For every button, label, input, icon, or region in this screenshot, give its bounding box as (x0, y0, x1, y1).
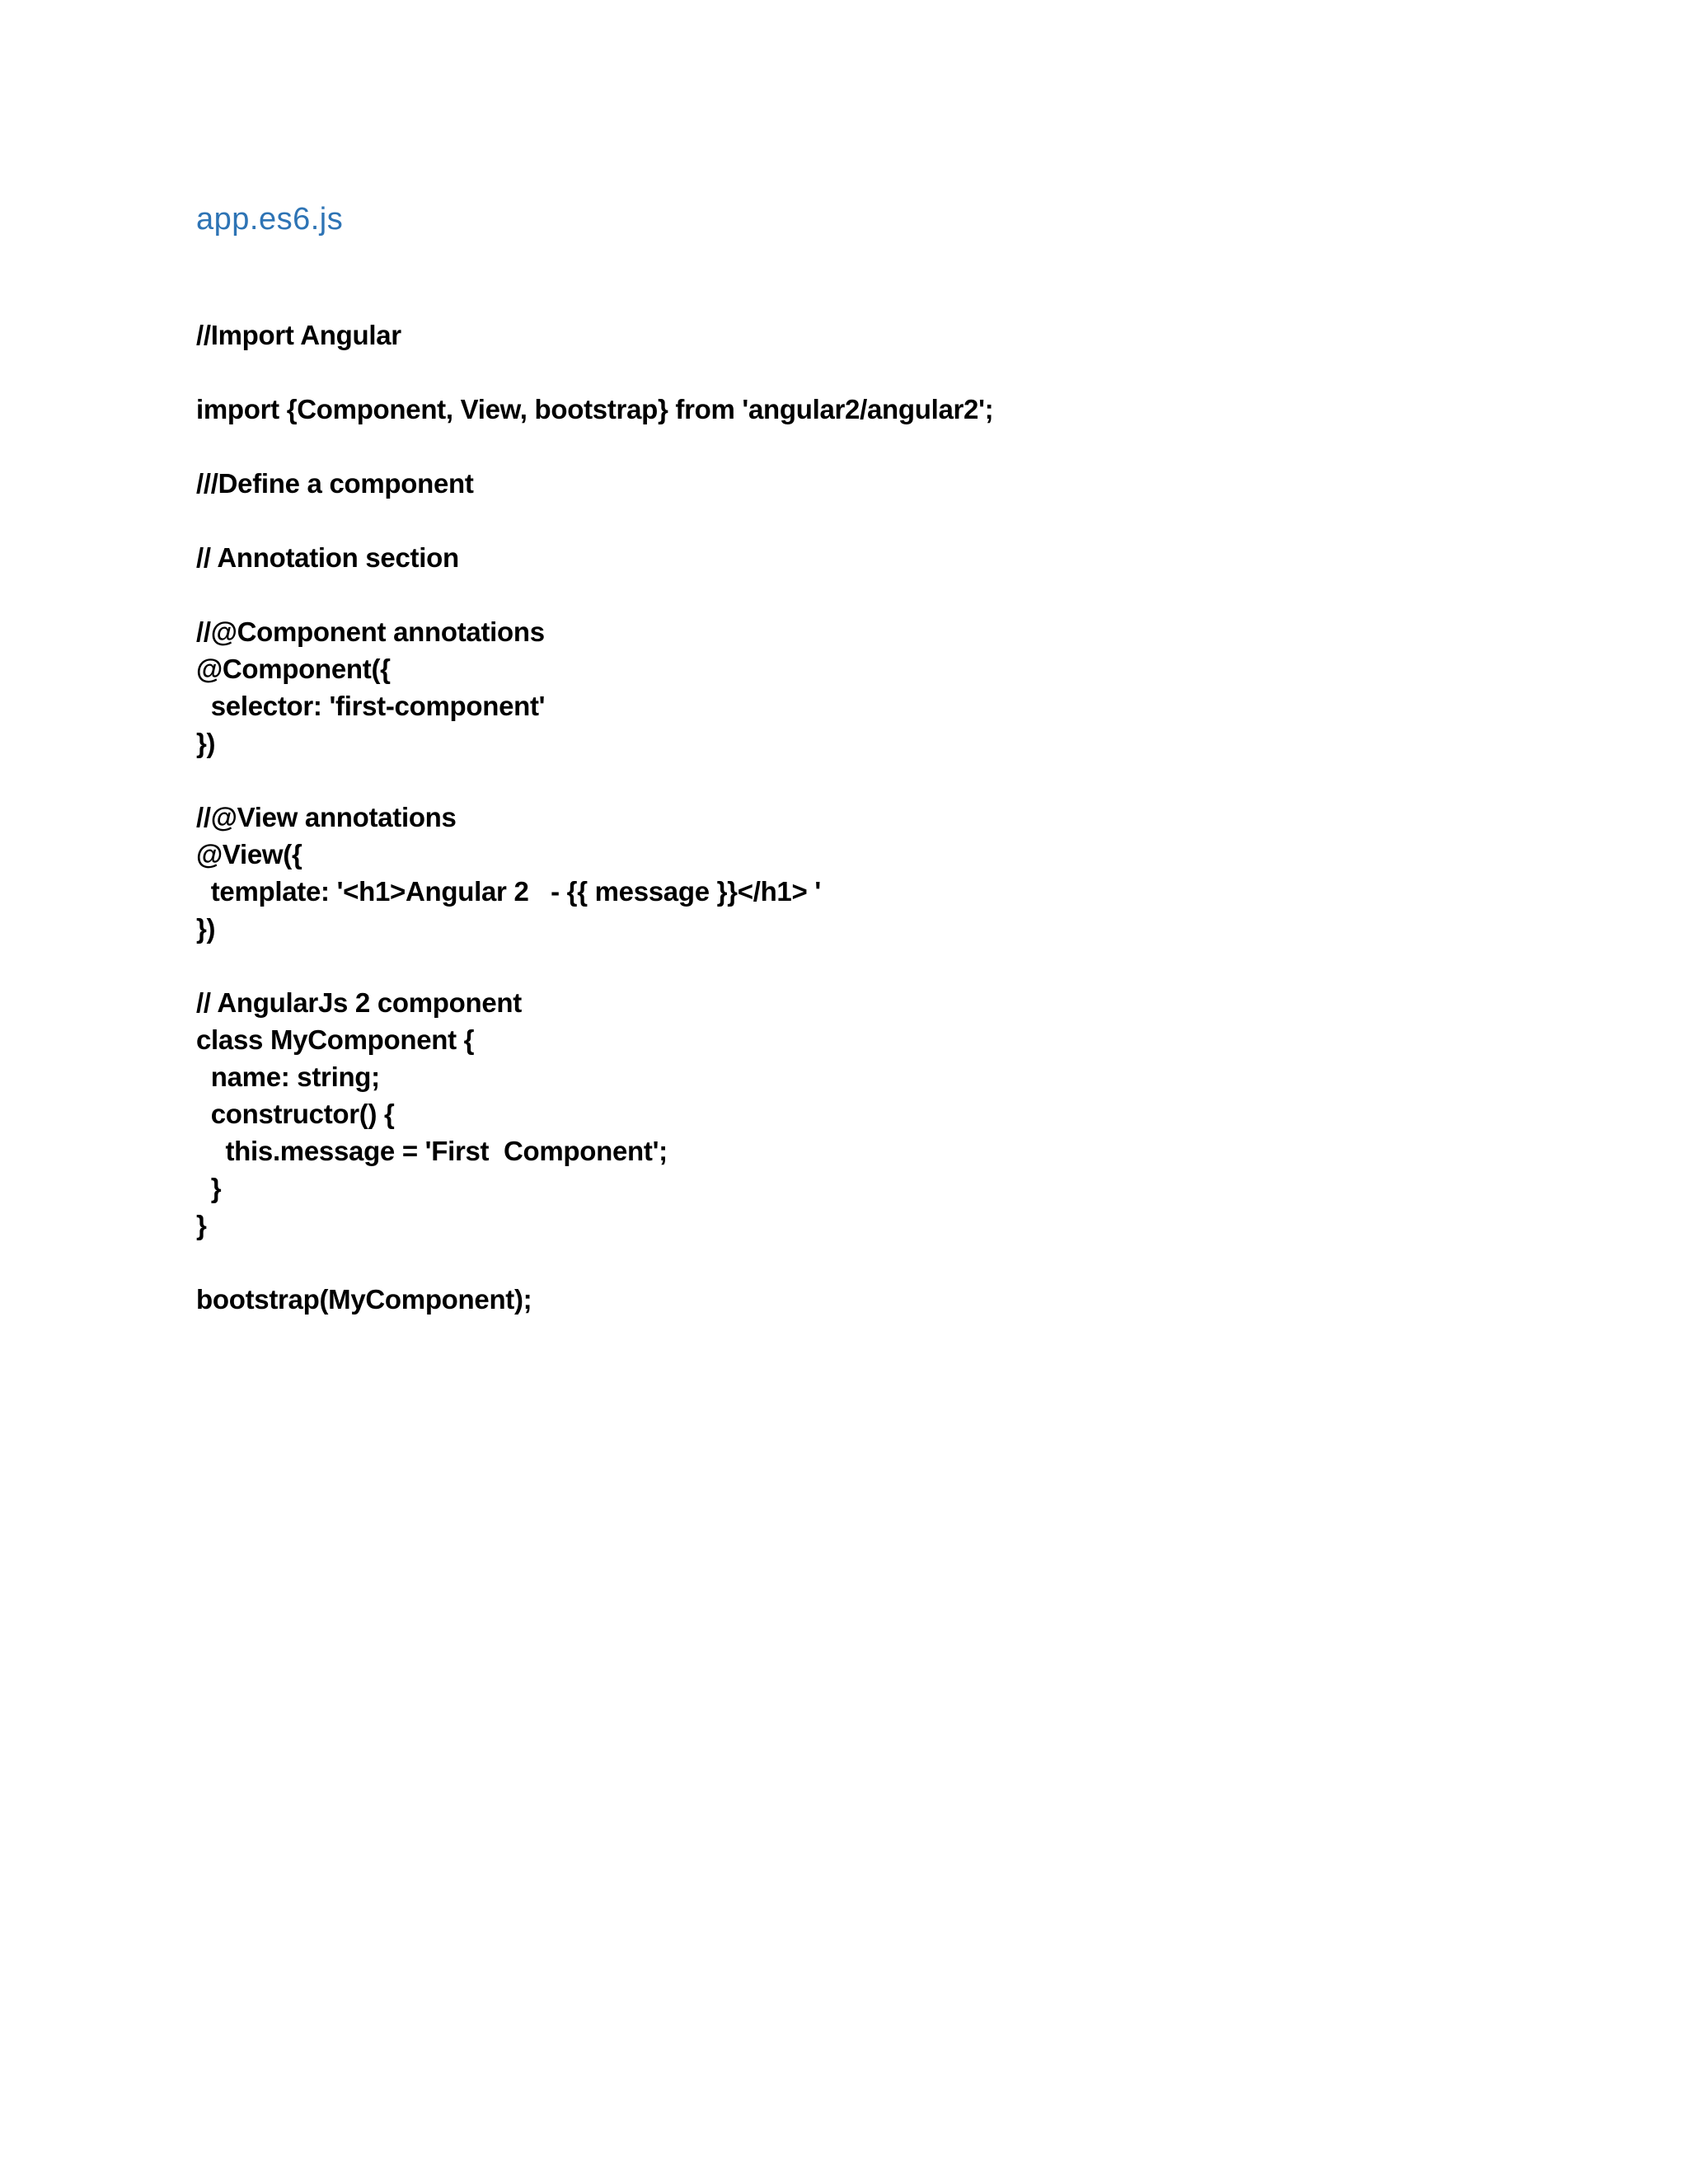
code-line: //@Component annotations (196, 616, 545, 647)
code-line (196, 428, 993, 465)
code-line: template: '<h1>Angular 2 - {{ message }}</h1> ' (196, 876, 821, 907)
code-line: }) (196, 728, 216, 758)
code-line: ///Define a component (196, 468, 474, 499)
code-line: selector: 'first-component' (196, 691, 546, 721)
document-title: app.es6.js (196, 202, 344, 237)
code-line: bootstrap(MyComponent); (196, 1284, 532, 1315)
code-line (196, 502, 993, 539)
code-line (196, 1244, 993, 1281)
code-line: } (196, 1210, 207, 1240)
code-line: @Component({ (196, 654, 391, 684)
code-line: // AngularJs 2 component (196, 987, 522, 1018)
code-line: @View({ (196, 839, 302, 869)
code-line: constructor() { (196, 1099, 395, 1129)
code-line: this.message = 'First Component'; (196, 1136, 668, 1166)
code-line: //@View annotations (196, 802, 457, 832)
code-line: name: string; (196, 1062, 380, 1092)
code-line: }) (196, 913, 216, 944)
code-line: } (196, 1173, 222, 1203)
code-block (196, 316, 993, 1318)
code-line: // Annotation section (196, 542, 459, 573)
code-line (196, 762, 993, 799)
code-line: import {Component, View, bootstrap} from 'angular2/angular2'; (196, 394, 994, 424)
code-line: //Import Angular (196, 320, 401, 350)
code-line (196, 576, 993, 613)
code-line (196, 947, 993, 984)
code-line: class MyComponent { (196, 1024, 475, 1055)
code-line (196, 354, 993, 391)
